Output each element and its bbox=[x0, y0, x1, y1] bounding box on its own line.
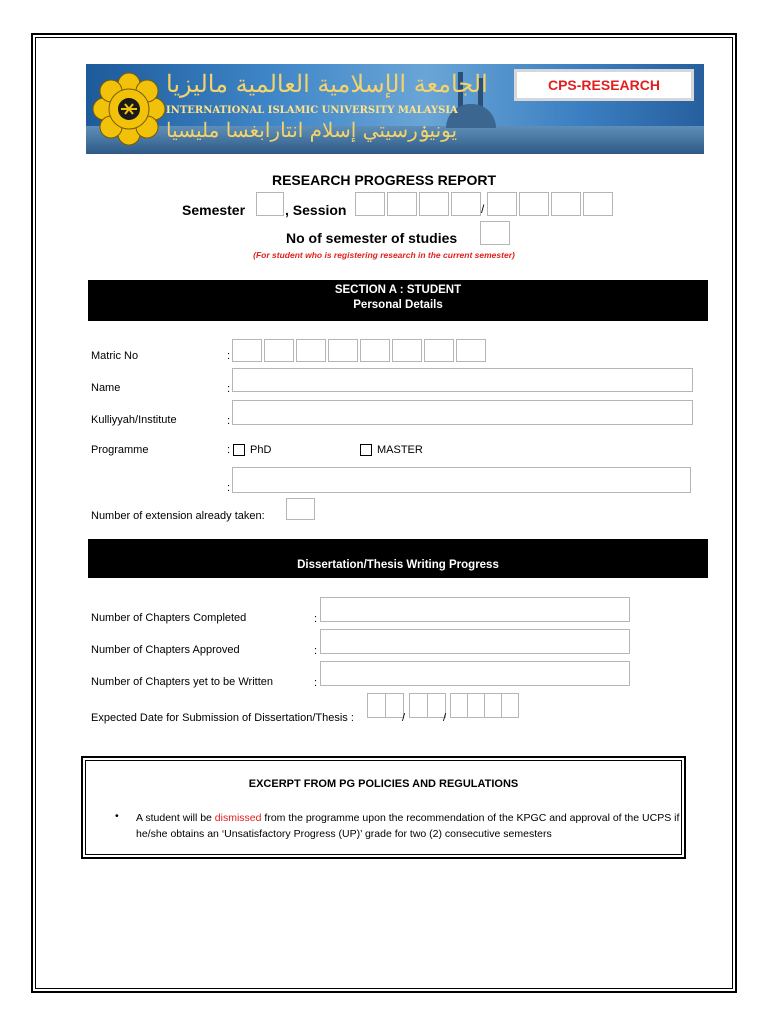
section-a-title: SECTION A : STUDENT bbox=[334, 284, 462, 296]
chapters-yet-input[interactable] bbox=[320, 661, 630, 686]
matric-digit-box[interactable] bbox=[264, 339, 294, 362]
session-digit-box[interactable] bbox=[451, 192, 481, 216]
master-checkbox[interactable] bbox=[360, 444, 372, 456]
section-a-subtitle: Personal Details bbox=[353, 299, 443, 311]
colon: : bbox=[314, 645, 318, 657]
studies-note: (For student who is registering research in the current semester) bbox=[253, 250, 515, 260]
date-year-box[interactable] bbox=[450, 693, 468, 718]
policy-text-end: from the programme upon the recommendation of the KPGC and approval of the UCPS if he/she obtains an ‘Unsatisfactory Progress (UP)’ grade for two (2) consecutive semesters bbox=[136, 812, 680, 840]
programme-label: Programme bbox=[91, 444, 149, 456]
studies-label: No of semester of studies bbox=[286, 230, 458, 246]
university-logo-icon bbox=[90, 70, 168, 148]
programme-name-input[interactable] bbox=[232, 467, 691, 493]
policy-text bbox=[136, 810, 681, 842]
colon: : bbox=[227, 350, 231, 362]
name-label: Name bbox=[91, 382, 121, 394]
date-day-box[interactable] bbox=[367, 693, 386, 718]
matric-digit-box[interactable] bbox=[328, 339, 358, 362]
colon: : bbox=[227, 383, 231, 395]
session-separator: / bbox=[481, 202, 485, 216]
colon: : bbox=[227, 444, 231, 456]
matric-digit-box[interactable] bbox=[360, 339, 390, 362]
banner-jawi-name: يونيۏرسيتي إسلام انتارابغسا مليسيا bbox=[166, 118, 458, 142]
session-digit-box[interactable] bbox=[519, 192, 549, 216]
matric-digit-box[interactable] bbox=[392, 339, 422, 362]
chapters-approved-label: Number of Chapters Approved bbox=[91, 644, 240, 656]
session-digit-box[interactable] bbox=[387, 192, 417, 216]
form-title: RESEARCH PROGRESS REPORT bbox=[271, 172, 497, 188]
policy-highlight: dismissed bbox=[214, 812, 262, 824]
session-label: , Session bbox=[285, 202, 347, 218]
chapters-approved-input[interactable] bbox=[320, 629, 630, 654]
name-input[interactable] bbox=[232, 368, 693, 392]
extension-count-input[interactable] bbox=[286, 498, 315, 520]
policy-text-start: A student will be bbox=[136, 812, 215, 824]
date-month-box[interactable] bbox=[409, 693, 428, 718]
colon: : bbox=[314, 677, 318, 689]
colon: : bbox=[314, 613, 318, 625]
banner-arabic-name: الجامعة الإسلامية العالمية ماليزيا bbox=[166, 70, 488, 98]
session-digit-box[interactable] bbox=[551, 192, 581, 216]
bullet-icon: • bbox=[115, 810, 119, 822]
session-digit-box[interactable] bbox=[583, 192, 613, 216]
semester-label: Semester bbox=[182, 202, 246, 218]
date-separator: / bbox=[402, 712, 406, 724]
university-banner bbox=[86, 64, 704, 154]
kulliyyah-input[interactable] bbox=[232, 400, 693, 425]
date-separator: / bbox=[443, 712, 447, 724]
date-year-box[interactable] bbox=[467, 693, 485, 718]
master-label: MASTER bbox=[377, 444, 423, 456]
section-a-header bbox=[88, 280, 708, 321]
semester-input[interactable] bbox=[256, 192, 284, 216]
thesis-progress-header bbox=[88, 539, 708, 578]
matric-digit-box[interactable] bbox=[424, 339, 454, 362]
matric-digit-box[interactable] bbox=[232, 339, 262, 362]
chapters-yet-label: Number of Chapters yet to be Written bbox=[91, 676, 273, 688]
thesis-progress-title: Dissertation/Thesis Writing Progress bbox=[297, 559, 499, 571]
session-digit-box[interactable] bbox=[419, 192, 449, 216]
date-year-box[interactable] bbox=[501, 693, 519, 718]
expected-date-label: Expected Date for Submission of Dissertation/Thesis : bbox=[91, 712, 354, 724]
date-year-box[interactable] bbox=[484, 693, 502, 718]
phd-label: PhD bbox=[250, 444, 272, 456]
chapters-completed-input[interactable] bbox=[320, 597, 630, 622]
session-digit-box[interactable] bbox=[487, 192, 517, 216]
chapters-completed-label: Number of Chapters Completed bbox=[91, 612, 247, 624]
matric-digit-box[interactable] bbox=[296, 339, 326, 362]
cps-research-badge: CPS-RESEARCH bbox=[514, 69, 694, 101]
matric-label: Matric No bbox=[91, 350, 139, 362]
banner-english-name: INTERNATIONAL ISLAMIC UNIVERSITY MALAYSIA bbox=[166, 105, 458, 116]
colon: : bbox=[227, 415, 231, 427]
kulliyyah-label: Kulliyyah/Institute bbox=[91, 414, 177, 426]
phd-checkbox[interactable] bbox=[233, 444, 245, 456]
session-digit-box[interactable] bbox=[355, 192, 385, 216]
studies-count-input[interactable] bbox=[480, 221, 510, 245]
colon: : bbox=[227, 482, 231, 494]
extension-label: Number of extension already taken: bbox=[91, 510, 265, 522]
matric-digit-box[interactable] bbox=[456, 339, 486, 362]
policy-title: EXCERPT FROM PG POLICIES AND REGULATIONS bbox=[248, 778, 519, 790]
